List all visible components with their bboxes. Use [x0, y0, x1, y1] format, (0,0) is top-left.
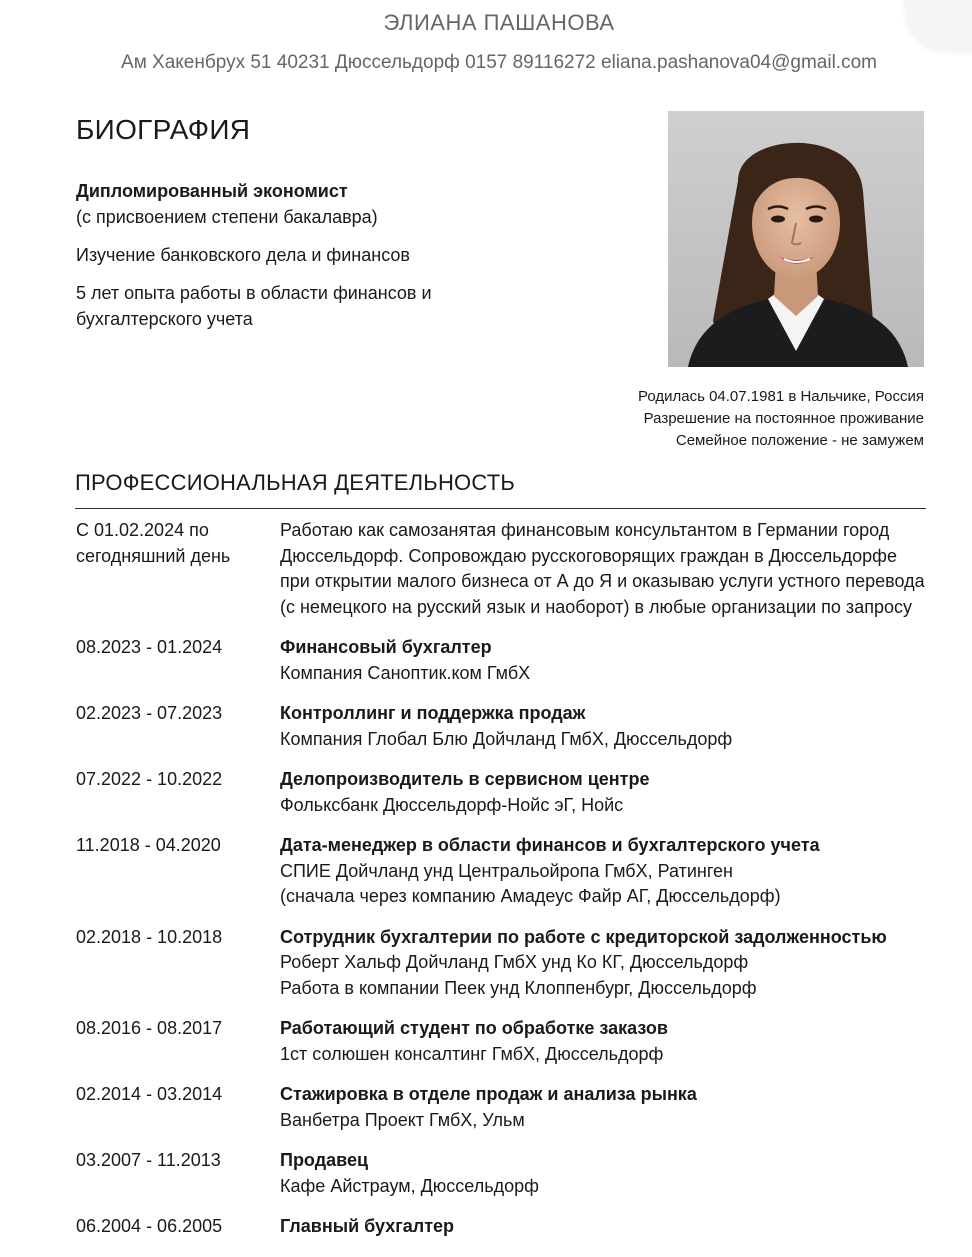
job-details: [280, 701, 926, 752]
job-details: [280, 1148, 926, 1199]
job-entry: [76, 518, 926, 620]
job-entry: [76, 833, 926, 910]
job-details: [280, 833, 926, 910]
residence-info: Разрешение на постоянное проживание: [643, 410, 924, 427]
job-date: С 01.02.2024 по сегодняшний день: [76, 520, 231, 566]
job-title: Стажировка в отделе продаж и анализа рынка: [280, 1084, 697, 1104]
job-details: [280, 1214, 926, 1240]
job-description: СПИЕ Дойчланд унд Центральойропа ГмбХ, Ратинген: [280, 860, 733, 881]
section-divider: [75, 508, 926, 509]
job-details: [280, 767, 926, 818]
job-description: Работа в компании Пеек унд Клоппенбург, Дюссельдорф: [280, 977, 757, 998]
job-title: Дата-менеджер в области финансов и бухгалтерского учета: [280, 835, 820, 855]
job-description: Ванбетра Проект ГмбХ, Ульм: [280, 1109, 525, 1130]
job-description: 1ст солюшен консалтинг ГмбХ, Дюссельдорф: [280, 1043, 664, 1064]
job-details: [280, 1082, 926, 1133]
job-title: Сотрудник бухгалтерии по работе с кредиторской задолженностью: [280, 926, 887, 947]
job-date: 07.2022 - 10.2022: [76, 769, 223, 789]
birth-info: Родилась 04.07.1981 в Нальчике, Россия: [638, 388, 924, 405]
job-entry: [76, 1214, 926, 1240]
job-entry: [76, 925, 926, 1002]
job-date: 03.2007 - 11.2013: [76, 1150, 221, 1170]
job-details: [280, 1016, 926, 1067]
degree-note: (с присвоением степени бакалавра): [76, 207, 378, 227]
job-details: [280, 635, 926, 686]
profile-photo: [668, 111, 924, 367]
job-title: Делопроизводитель в сервисном центре: [280, 769, 650, 789]
job-entry: [76, 1148, 926, 1199]
job-description: Фольксбанк Дюссельдорф-Нойс эГ, Нойс: [280, 794, 624, 815]
job-description: Компания Саноптик.ком ГмбХ: [280, 662, 531, 683]
experience-line: 5 лет опыта работы в области финансов и бухгалтерского учета: [76, 283, 432, 329]
contact-line: Ам Хакенбрух 51 40231 Дюссельдорф 0157 89116272 eliana.pashanova04@gmail.com: [121, 52, 877, 73]
job-description: Кафе Айстраум, Дюссельдорф: [280, 1175, 539, 1196]
job-description: (сначала через компанию Амадеус Файр АГ, Дюссельдорф): [280, 886, 781, 906]
job-title: Главный бухгалтер: [280, 1216, 455, 1236]
job-entry: [76, 1016, 926, 1067]
job-details: [280, 925, 926, 1002]
job-date: 02.2018 - 10.2018: [76, 926, 223, 947]
biography-heading: БИОГРАФИЯ: [76, 114, 251, 145]
job-description: Компания Глобал Блю Дойчланд ГмбХ, Дюссельдорф: [280, 728, 733, 749]
job-date: 02.2014 - 03.2014: [76, 1084, 223, 1104]
job-date: 02.2023 - 07.2023: [76, 703, 223, 723]
job-title: Работающий студент по обработке заказов: [280, 1018, 668, 1038]
study-line: Изучение банковского дела и финансов: [76, 245, 410, 265]
job-title: Финансовый бухгалтер: [280, 637, 492, 657]
job-description: Роберт Хальф Дойчланд ГмбХ унд Ко КГ, Дюссельдорф: [280, 952, 749, 972]
job-date: 06.2004 - 06.2005: [76, 1216, 223, 1236]
biography-summary: [76, 178, 516, 344]
job-entry: [76, 701, 926, 752]
personal-details: [638, 386, 924, 452]
job-entry: [76, 767, 926, 818]
career-heading: ПРОФЕССИОНАЛЬНАЯ ДЕЯТЕЛЬНОСТЬ: [75, 470, 515, 495]
job-title: Контроллинг и поддержка продаж: [280, 703, 586, 723]
job-entry: [76, 635, 926, 686]
job-details: [280, 518, 926, 620]
job-date: 08.2016 - 08.2017: [76, 1018, 223, 1038]
degree-block: [76, 178, 516, 230]
job-list: [76, 518, 926, 1255]
job-description: Работаю как самозанятая финансовым консультантом в Германии город Дюссельдорф. Сопровождаю русскоговорящих граждан в Дюссельдорфе при открытии малого бизнеса от А до Я и оказываю услуги устного перевода (с немецкого на русский язык и наоборот) в любые организации по запросу: [280, 520, 925, 617]
job-date: 08.2023 - 01.2024: [76, 637, 223, 657]
degree-title: Дипломированный экономист: [76, 181, 348, 201]
candidate-name: ЭЛИАНА ПАШАНОВА: [383, 10, 615, 35]
marital-info: Семейное положение - не замужем: [675, 432, 924, 449]
job-title: Продавец: [280, 1150, 369, 1170]
job-date: 11.2018 - 04.2020: [76, 835, 221, 855]
job-entry: [76, 1082, 926, 1133]
